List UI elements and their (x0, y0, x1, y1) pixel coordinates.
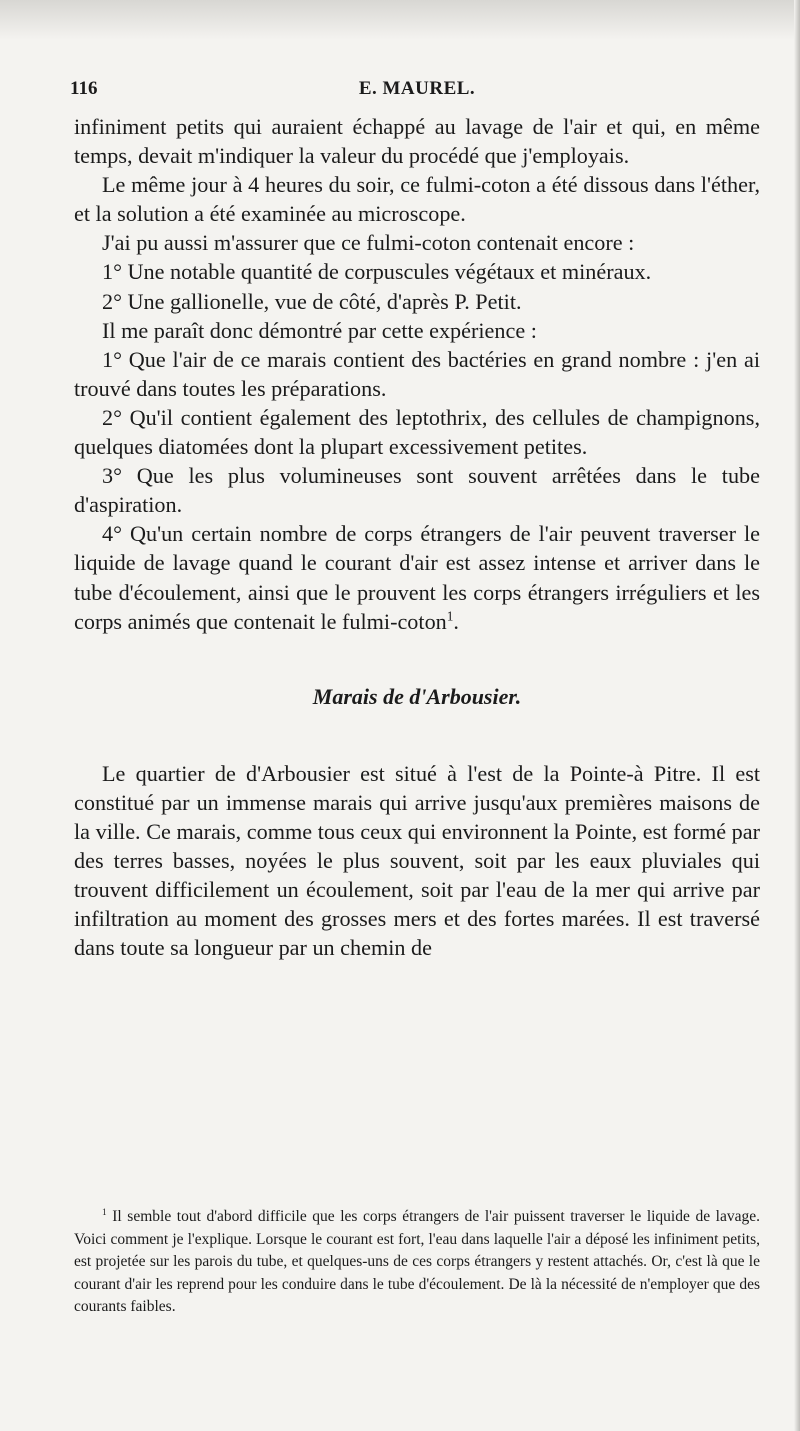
paragraph: 1° Que l'air de ce marais contient des bactéries en grand nombre : j'en ai trouvé dans toutes les préparations. (74, 346, 760, 401)
paragraph: 1° Une notable quantité de corpuscules végétaux et minéraux. (102, 259, 652, 285)
footnote-marker: 1 (102, 1207, 107, 1218)
paragraph: Il me paraît donc démontré par cette expérience : (102, 317, 537, 343)
paragraph: Le même jour à 4 heures du soir, ce fulmi-coton a été dissous dans l'éther, et la solution a été examinée au microscope. (74, 172, 760, 227)
paragraph: Le quartier de d'Arbousier est situé à l'est de la Pointe-à Pitre. Il est constitué par un immense marais qui arrive jusqu'aux premières maisons de la ville. Ce marais, comme tous ceux qui environnent la Pointe, est formé par des terres basses, noyées le plus souvent, soit par les eaux pluviales qui trouvent difficilement un écoulement, soit par l'eau de la mer qui arrive par infiltration au moment des grosses mers et des fortes marées. Il est traversé dans toute sa longueur par un chemin de (74, 760, 760, 961)
footnote (74, 1206, 760, 1319)
paragraph-with-note (74, 519, 760, 635)
running-title: E. MAUREL. (358, 78, 476, 99)
paragraph: J'ai pu aussi m'assurer que ce fulmi-coton contenait encore : (102, 230, 635, 256)
paragraph: 3° Que les plus volumineuses sont souvent arrêtées dans le tube d'aspiration. (74, 463, 760, 518)
paragraph: infiniment petits qui auraient échappé au lavage de l'air et qui, en même temps, devait m'indiquer la valeur du procédé que j'employais. (74, 114, 760, 169)
footnotes (74, 1206, 760, 1319)
main-text (74, 112, 760, 962)
paragraph-text: 4° Qu'un certain nombre de corps étrangers de l'air peuvent traverser le liquide de lavage quand le courant d'air est assez intense et arriver dans le tube d'écoulement, ainsi que le prouvent les corps étrangers irréguliers et les corps animés que contenait le fulmi-coton (74, 521, 760, 634)
footnote-text: Il semble tout d'abord difficile que les corps étrangers de l'air puissent traverser le liquide de lavage. Voici comment je l'explique. Lorsque le courant est fort, l'eau dans laquelle l'air a déposé les infiniment petits, est projetée sur les parois du tube, et quelques-uns de ces corps étrangers y restent attachés. Or, c'est là que le courant d'air les reprend pour les conduire dans le tube d'écoulement. De là la nécessité de n'employer que des courants faibles. (74, 1208, 760, 1315)
paragraph-end: . (453, 608, 459, 634)
section-title: Marais de d'Arbousier. (312, 683, 522, 709)
footnote-reference[interactable]: 1 (446, 608, 454, 624)
paragraph: 2° Qu'il contient également des leptothrix, des cellules de champignons, quelques diatomées dont la plupart excessivement petites. (74, 404, 760, 460)
paragraph: 2° Une gallionelle, vue de côté, d'après P. Petit. (102, 288, 522, 314)
scan-top-shadow (0, 0, 800, 40)
page-number: 116 (70, 78, 98, 99)
running-header (70, 78, 760, 108)
scan-right-edge (794, 0, 800, 1431)
